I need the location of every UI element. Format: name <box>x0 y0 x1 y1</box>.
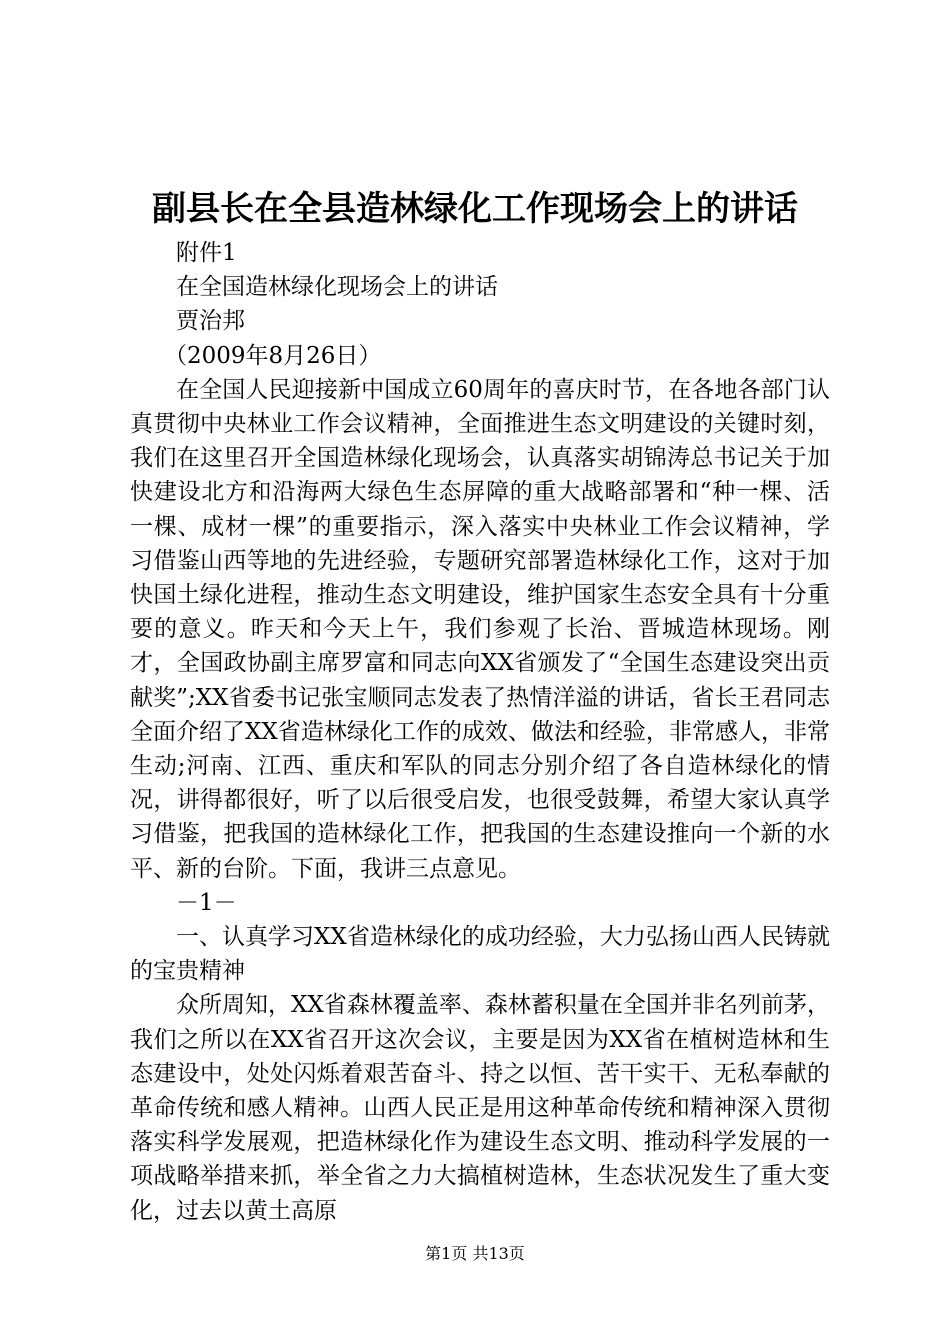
speech-date: （2009年8月26日） <box>164 342 382 369</box>
section-marker: －1－ <box>176 889 237 916</box>
section-heading: 一、认真学习XX省造林绿化的成功经验，大力弘扬山西人民铸就的宝贵精神 <box>130 924 830 985</box>
paragraph: 在全国人民迎接新中国成立60周年的喜庆时节，在各地各部门认真贯彻中央林业工作会议精神，全面推进生态文明建设的关键时刻，我们在这里召开全国造林绿化现场会，认真落实胡锦涛总书记关于加快建设北方和沿海两大绿色生态屏障的重大战略部署和“种一棵、活一棵、成材一棵”的重要指示，深入落实中央林业工作会议精神，学习借鉴山西等地的先进经验，专题研究部署造林绿化工作，这对于加快国土绿化进程，推动生态文明建设，维护国家生态安全具有十分重要的意义。昨天和今天上午，我们参观了长治、晋城造林现场。刚才，全国政协副主席罗富和同志向XX省颁发了“全国生态建设突出贡献奖”;XX省委书记张宝顺同志发表了热情洋溢的讲话，省长王君同志全面介绍了XX省造林绿化工作的成效、做法和经验，非常感人，非常生动;河南、江西、重庆和军队的同志分别介绍了各自造林绿化的情况，讲得都很好，听了以后很受启发，也很受鼓舞，希望大家认真学习借鉴，把我国的造林绿化工作，把我国的生态建设推向一个新的水平、新的台阶。下面，我讲三点意见。 <box>130 376 830 882</box>
document-body <box>130 236 830 1228</box>
attachment-label: 附件1 <box>176 240 237 266</box>
speech-title: 在全国造林绿化现场会上的讲话 <box>176 274 498 301</box>
speaker-name: 贾治邦 <box>176 308 245 335</box>
paragraph: 众所周知，XX省森林覆盖率、森林蓄积量在全国并非名列前茅，我们之所以在XX省召开这次会议，主要是因为XX省在植树造林和生态建设中，处处闪烁着艰苦奋斗、持之以恒、苦干实干、无私奉献的革命传统和感人精神。山西人民正是用这种革命传统和精神深入贯彻落实科学发展观，把造林绿化作为建设生态文明、推动科学发展的一项战略举措来抓，举全省之力大搞植树造林，生态状况发生了重大变化，过去以黄土高原 <box>130 992 830 1224</box>
document-title: 副县长在全县造林绿化工作现场会上的讲话 <box>152 189 798 229</box>
page-footer: 第1页 共13页 <box>425 1244 525 1263</box>
